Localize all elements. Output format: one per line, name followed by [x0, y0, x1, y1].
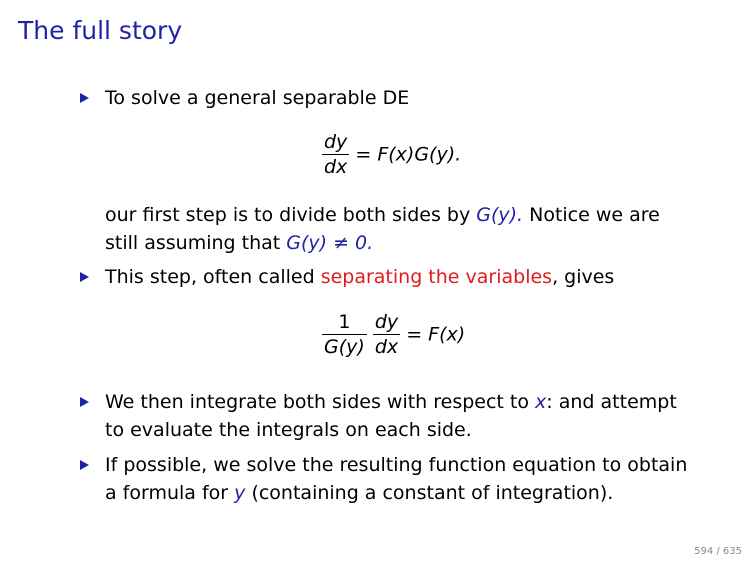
bullet-2-text-a: This step, often called	[105, 266, 321, 288]
continuation-math-g: G(y).	[476, 204, 524, 226]
bullet-1-continuation-line-2	[105, 229, 705, 257]
bullet-3-line-2: to evaluate the integrals on each side.	[105, 419, 472, 441]
bullet-3-text-b: : and attempt	[546, 391, 677, 413]
equation-2-fraction-1-denominator: G(y)	[324, 336, 365, 358]
bullet-4-line-2	[105, 479, 705, 507]
continuation-math-g-nonzero: G(y) ≠ 0.	[286, 232, 374, 254]
equation-2-rhs: = F(x)	[406, 323, 466, 346]
triangle-bullet-icon	[80, 397, 89, 407]
equation-1-denominator: dx	[324, 156, 348, 178]
triangle-bullet-icon	[80, 272, 89, 282]
bullet-2-text-b: , gives	[552, 266, 615, 288]
equation-2-fraction-2-numerator: dy	[374, 311, 399, 333]
equation-2-fraction-1-numerator: 1	[322, 310, 367, 335]
equation-1	[322, 130, 461, 179]
slide-title: The full story	[18, 16, 183, 45]
bullet-1-continuation-line-1	[105, 201, 705, 229]
continuation-text-a: our first step is to divide both sides by	[105, 204, 477, 226]
bullet-3-text-a: We then integrate both sides with respect to	[105, 391, 536, 413]
equation-2-fraction-2	[373, 310, 400, 359]
equation-1-fraction	[322, 130, 349, 179]
page-number: 594 / 635	[694, 546, 742, 557]
bullet-4-text-a: a formula for	[105, 482, 235, 504]
equation-2-fraction-2-denominator: dx	[374, 336, 399, 358]
continuation-text-b: Notice we are	[523, 204, 660, 226]
equation-2-fraction-1	[322, 310, 367, 359]
equation-2	[322, 310, 465, 359]
bullet-2-text	[105, 263, 705, 291]
continuation-text-c: still assuming that	[105, 232, 287, 254]
bullet-4-math-y: y	[234, 482, 246, 504]
bullet-4-text-b: (containing a constant of integration).	[245, 482, 614, 504]
triangle-bullet-icon	[80, 460, 89, 470]
bullet-2-highlight: separating the variables	[320, 266, 553, 288]
bullet-3-line-1	[105, 388, 705, 416]
equation-1-rhs: = F(x)G(y).	[355, 143, 462, 166]
bullet-1-text: To solve a general separable DE	[105, 87, 410, 109]
bullet-4-line-1: If possible, we solve the resulting function equation to obtain	[105, 454, 688, 476]
equation-1-numerator: dy	[324, 131, 348, 153]
triangle-bullet-icon	[80, 93, 89, 103]
bullet-3-math-x: x	[535, 391, 547, 413]
